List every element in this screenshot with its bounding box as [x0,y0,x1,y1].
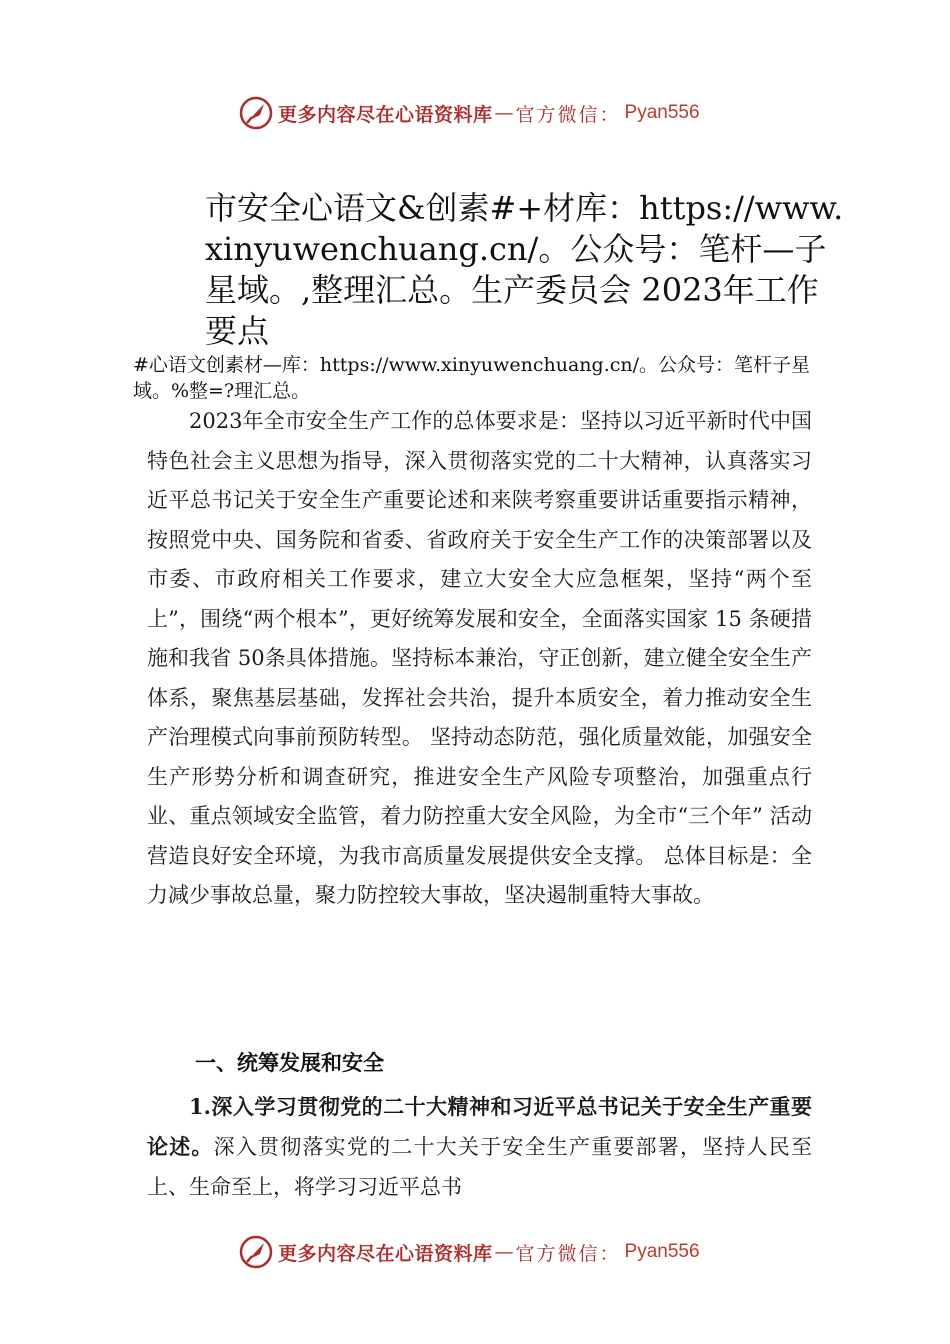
document-title: 市安全心语文&创素#+材库：https://www.xinyuwenchuang.cn/。公众号：笔杆—子星域。,整理汇总。生产委员会 2023年工作要点 [205,189,844,350]
banner-brand: 更多内容尽在心语资料库 [278,1242,493,1265]
intro-paragraph: 2023年全市安全生产工作的总体要求是：坚持以习近平新时代中国特色社会主义思想为指导，深入贯彻落实党的二十大精神，认真落实习近平总书记关于安全生产重要论述和来陕考察重要讲话重要指示精神，按照党中央、国务院和省委、省政府关于安全生产工作的决策部署以及市委、市政府相关工作要求，建立大安全大应急框架，坚持“两个至上”，围绕“两个根本”，更好统筹发展和安全，全面落实国家 15 条硬措施和我省 50条具体措施。坚持标本兼治，守正创新，建立健全安全生产体系，聚焦基层基础，发挥社会共治，提升本质安全，着力推动安全生产治理模式向事前预防转型。 坚持动态防范，强化质量效能，加强安全生产形势分析和调查研究，推进安全生产风险专项整治，加强重点行业、重点领域安全监管，着力防控重大安全风险，为全市“三个年” 活动营造良好安全环境，为我市高质量发展提供安全支撑。 总体目标是：全力减少事故总量，聚力防控较大事故，坚决遏制重特大事故。 [147,409,812,907]
quill-logo-icon [238,95,274,131]
footer-banner [238,1232,700,1272]
banner-dash: — [494,102,514,124]
banner-dash: — [494,1241,514,1263]
quill-logo-icon [238,1234,274,1270]
item-1-body: 深入贯彻落实党的二十大关于安全生产重要部署，坚持人民至上、生命至上，将学习习近平总书 [147,1135,813,1199]
header-banner [238,93,700,133]
banner-brand: 更多内容尽在心语资料库 [278,103,493,126]
section-heading: 一、统筹发展和安全 [195,1050,384,1075]
source-note: #心语文创素材—库：https://www.xinyuwenchuang.cn/。公众号：笔杆子星域。%整=?理汇总。 [133,354,811,402]
banner-wechat-id: Pyan556 [624,102,700,123]
banner-official-label: 官方微信： [515,1242,621,1265]
item-1-lead: 1.深入学习贯彻党的二十大精神和习近平总书记关于安全生产重要论述。 [147,1094,812,1159]
item-1-paragraph [147,1087,812,1207]
banner-wechat-id: Pyan556 [624,1241,700,1262]
banner-official-label: 官方微信： [515,103,621,126]
